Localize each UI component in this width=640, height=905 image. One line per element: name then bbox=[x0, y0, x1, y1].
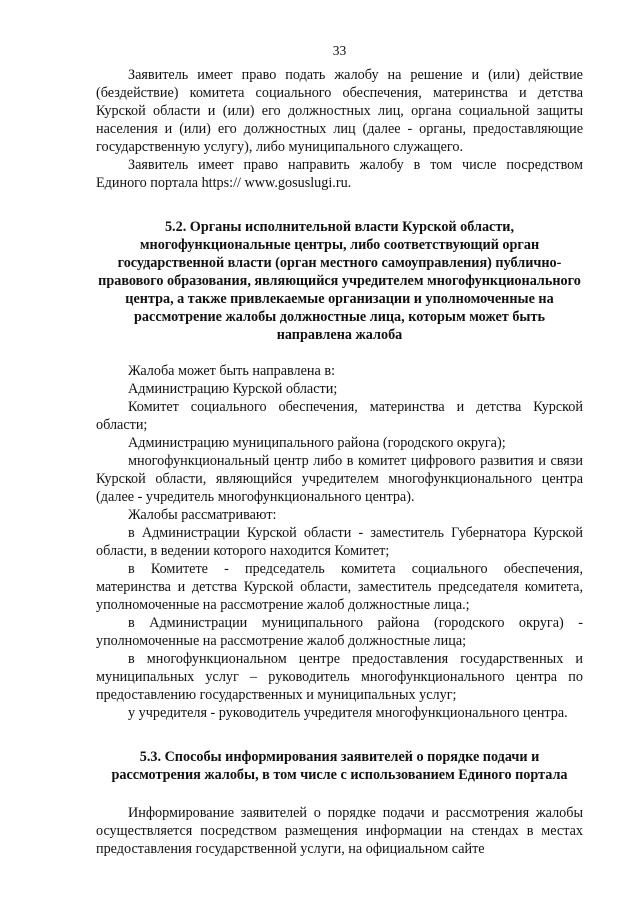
paragraph-portal-right: Заявитель имеет право направить жалобу в том числе посредством Единого портала https:// www.gosuslugi.ru. bbox=[96, 157, 583, 191]
list-item-reviewer-administration: в Администрации Курской области - заместитель Губернатора Курской области, в ведении которого находится Комитет; bbox=[96, 525, 583, 559]
page-content bbox=[96, 66, 583, 858]
list-item-administration: Администрацию Курской области; bbox=[128, 381, 338, 397]
section-5-3-heading: 5.3. Способы информирования заявителей о порядке подачи и рассмотрения жалобы, в том числе с использованием Единого портала bbox=[111, 749, 568, 783]
paragraph-complaint-can-be-sent: Жалоба может быть направлена в: bbox=[128, 363, 336, 379]
spacer bbox=[96, 192, 583, 218]
spacer bbox=[96, 784, 583, 804]
paragraph-complaints-reviewed: Жалобы рассматривают: bbox=[128, 507, 277, 523]
list-item-reviewer-municipal: в Администрации муниципального района (городского округа) - уполномоченные на рассмотрение жалоб должностные лица; bbox=[96, 615, 583, 649]
spacer bbox=[96, 344, 583, 362]
list-item-reviewer-committee: в Комитете - председатель комитета социального обеспечения, материнства и детства Курской области, заместитель председателя комитета, уполномоченные на рассмотрение жалоб должностные лица.; bbox=[96, 561, 583, 613]
list-item-mfc: многофункциональный центр либо в комитет цифрового развития и связи Курской области, являющийся учредителем многофункционального центра (далее - учредитель многофункционального центра). bbox=[96, 453, 583, 505]
paragraph-complaint-right: Заявитель имеет право подать жалобу на решение и (или) действие (бездействие) комитета социального обеспечения, материнства и детства Курской области и (или) его должностных лиц, органа социальной защиты населения и (или) его должностных лиц (далее - органы, предоставляющие государственную услугу), либо муниципального служащего. bbox=[96, 67, 583, 155]
list-item-reviewer-mfc: в многофункциональном центре предоставления государственных и муниципальных услуг – руководитель многофункционального центра по предоставлению государственных и муниципальных услуг; bbox=[96, 651, 583, 703]
section-5-2-heading: 5.2. Органы исполнительной власти Курской области, многофункциональные центры, либо соответствующий орган государственной власти (орган местного самоуправления) публично-правового образования, являющийся учредителем многофункционального центра, а также привлекаемые организации и уполномоченные на рассмотрение жалобы должностные лица, которым может быть направлена жалоба bbox=[98, 219, 581, 343]
paragraph-informing: Информирование заявителей о порядке подачи и рассмотрения жалобы осуществляется посредством размещения информации на стендах в местах предоставления государственной услуги, на официальном сайте bbox=[96, 805, 583, 857]
page-number: 33 bbox=[332, 43, 347, 58]
spacer bbox=[96, 722, 583, 748]
list-item-reviewer-founder: у учредителя - руководитель учредителя многофункционального центра. bbox=[128, 705, 568, 721]
list-item-committee: Комитет социального обеспечения, материнства и детства Курской области; bbox=[96, 399, 583, 433]
list-item-municipal-administration: Администрацию муниципального района (городского округа); bbox=[128, 435, 506, 451]
